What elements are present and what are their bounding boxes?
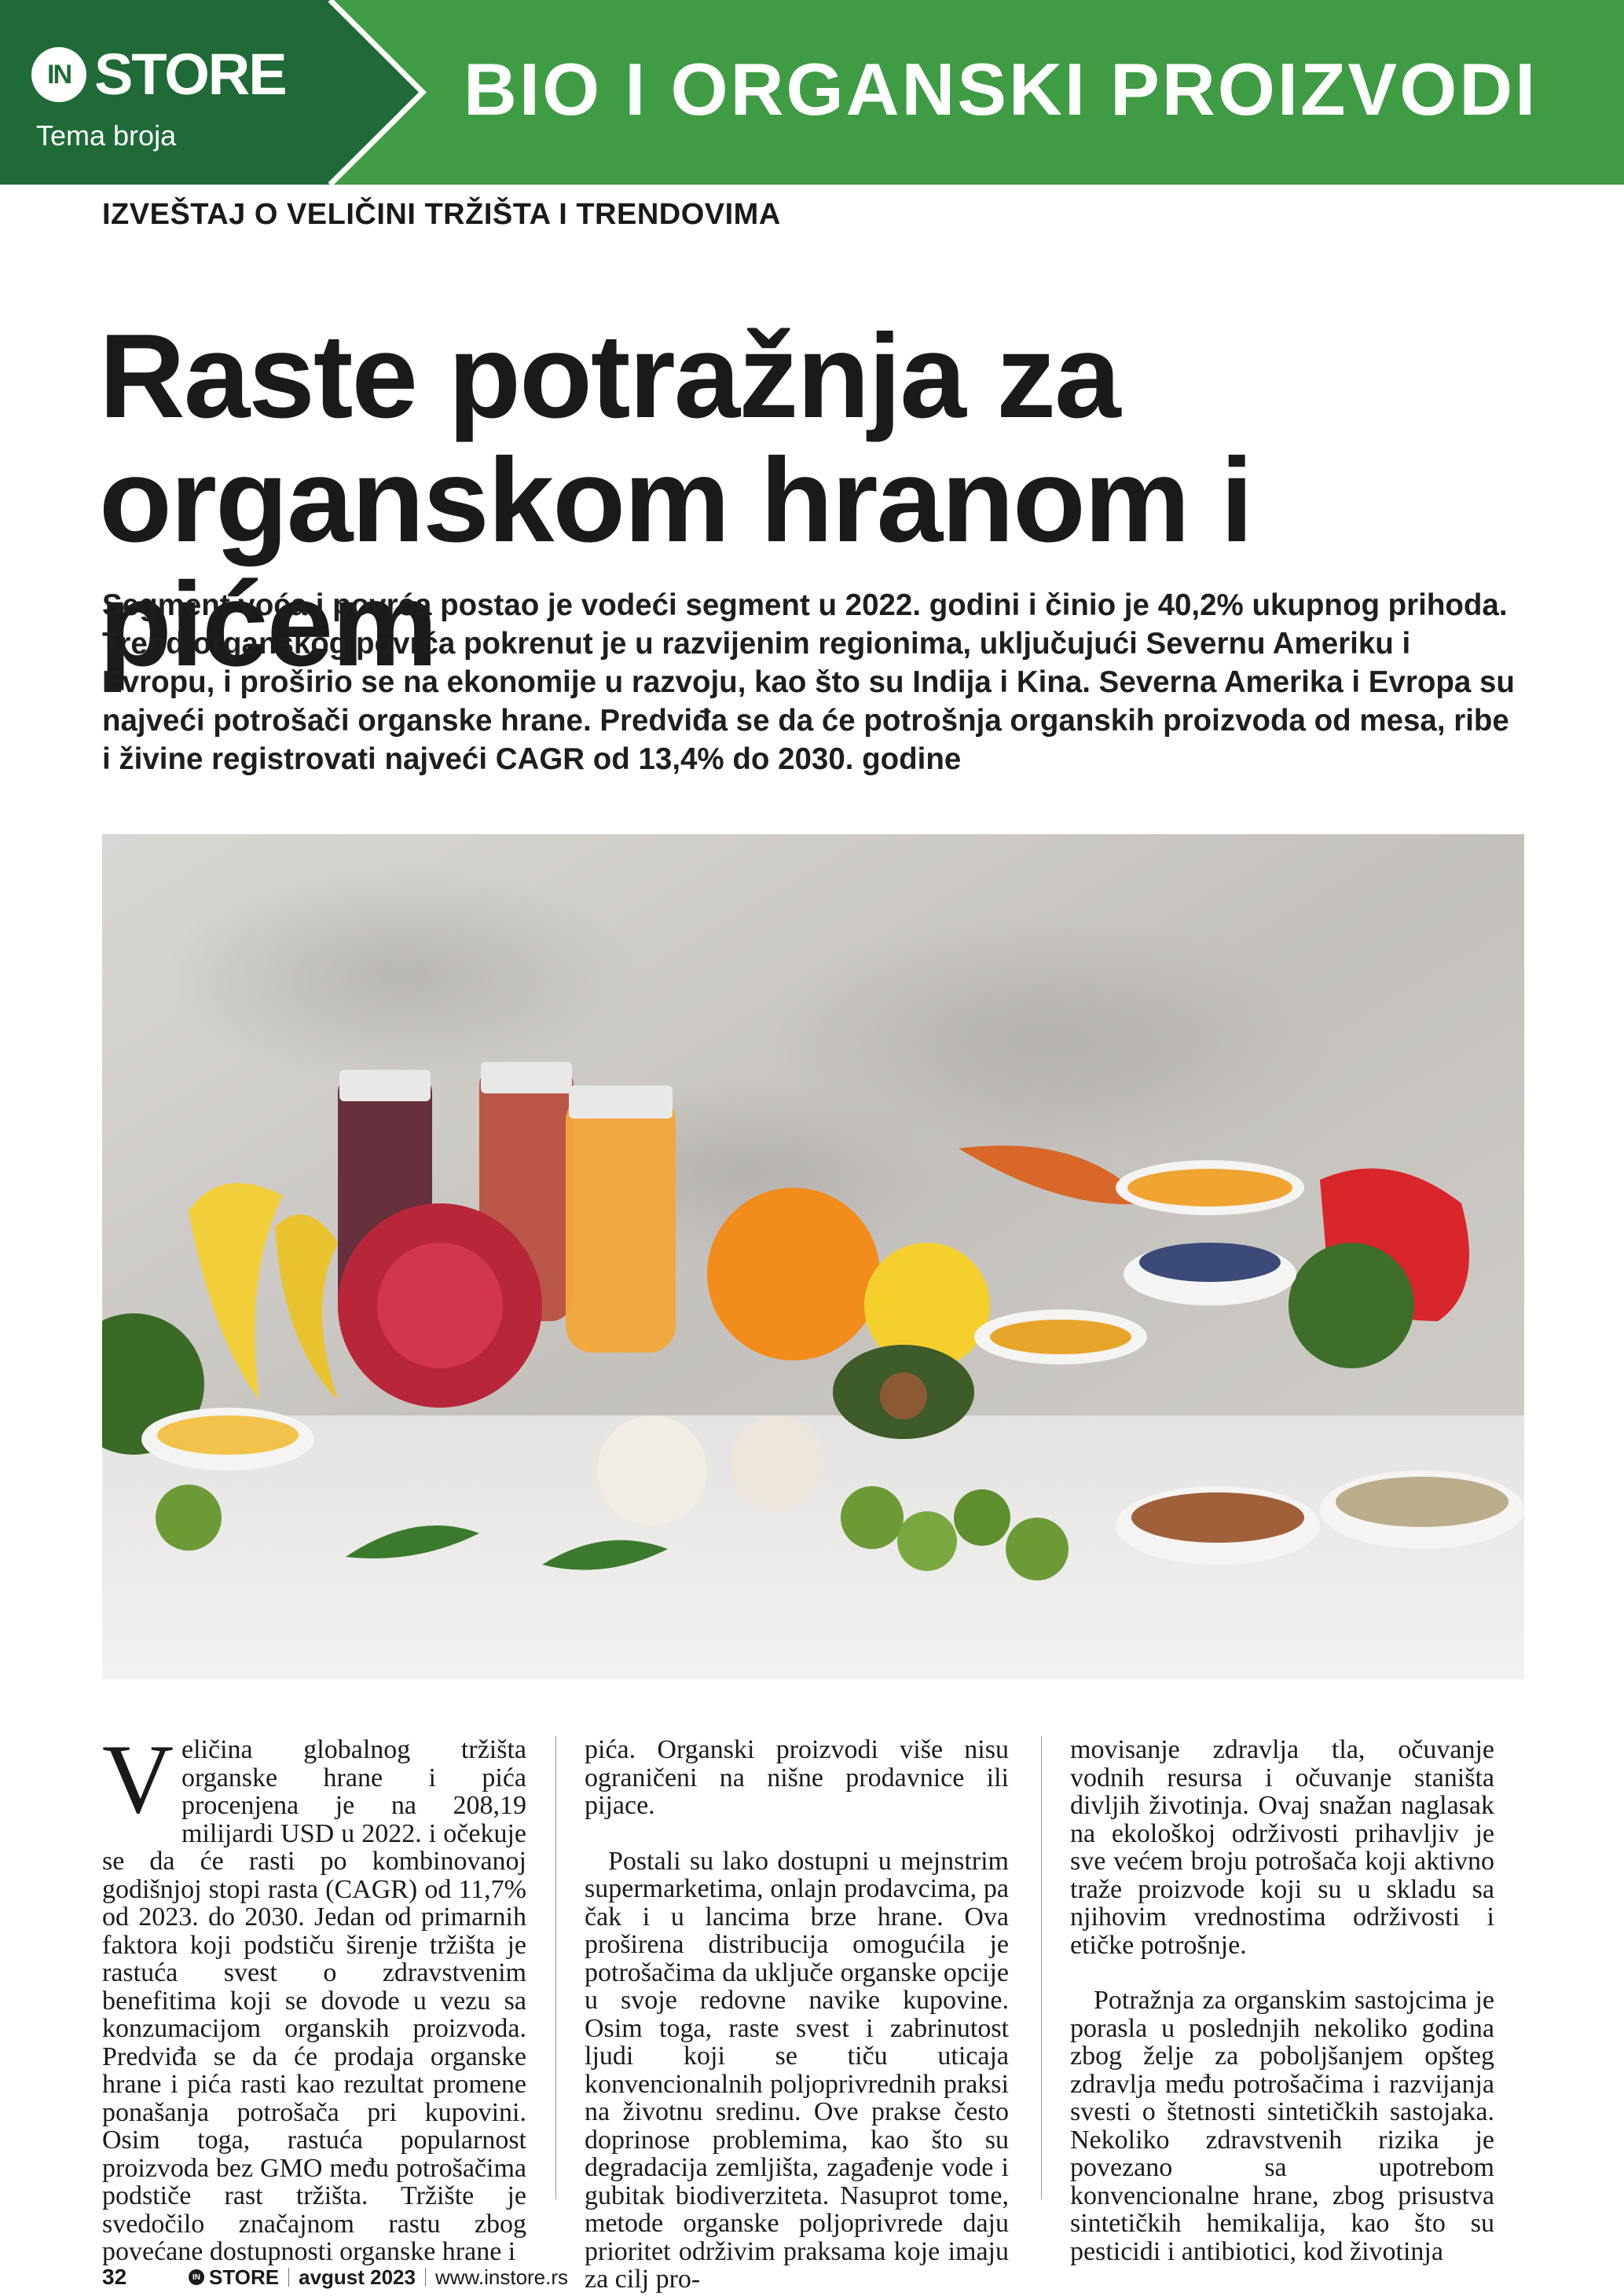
body-paragraph: Postali su lako dostupni u mejnstrim supermarketima, onlajn prodavcima, pa čak i u lancima brze hrane. Ova proširena distribucija omogućila je potrošačima da uključe organske opcije u svoje redovne navike kupovine. Osim toga, raste svest i zabrinutost ljudi koji se tiču uticaja konvencionalnih poljoprivrednih praksi na životnu sredinu. Ove prakse često doprinose problemima, kao što su degradacija zemljišta, zagađenje vode i gubitak biodiverziteta. Nasuprot tome, metode organske poljoprivrede daju prioritet održivim praksama koje imaju za cilj pro- bbox=[585, 1846, 1009, 2294]
instore-logo[interactable] bbox=[31, 42, 286, 107]
website-link[interactable]: www.instore.rs bbox=[434, 2265, 569, 2289]
body-column-2 bbox=[585, 1736, 1009, 2294]
body-paragraph: pića. Organski proizvodi više nisu ograničeni na nišne prodavnice ili pijace. bbox=[585, 1735, 1009, 1820]
page-footer bbox=[102, 2265, 568, 2289]
logo-store-wordmark: STORE bbox=[94, 42, 286, 107]
column-divider bbox=[555, 1736, 556, 2199]
section-label: Tema broja bbox=[36, 119, 177, 152]
chevron-divider bbox=[322, 0, 440, 185]
footer-separator bbox=[425, 2268, 426, 2287]
drop-cap: V bbox=[102, 1725, 174, 1834]
logo-in-mark: IN bbox=[31, 47, 86, 102]
article-lead: Segment voća i povrća postao je vodeći segment u 2022. godini i činio je 40,2% ukupnog prihoda. Trend organskog povrća pokrenut je u razvijenim regionima, uključujući Severnu Ameriku i Evropu, i proširio se na ekonomije u razvoju, kao što su Indija i Kina. Severna Amerika i Evropa su najveći potrošači organske hrane. Predviđa se da će potrošnja organskih proizvoda od mesa, ribe i živine registrovati najveći CAGR od 13,4% do 2030. godine bbox=[102, 588, 1515, 776]
body-paragraph: Veličina globalnog tržišta organske hrane i pića procenjena je na 208,19 milijardi USD u 2022. i očekuje se da će rasti po kombinovanoj godišnjoj stopi rasta (CAGR) od 11,7% od 2023. do 2030. Jedan od primarnih faktora koji podstiču širenje tržišta je rastuća svest o zdravstvenim benefitima koji se dovode u vezu sa konzumacijom organskih proizvoda. Predviđa se da će prodaja organske hrane i pića rasti kao rezultat promene ponašanja potrošača pri kupovini. Osim toga, rastuća popularnost proizvoda bez GMO među potrošačima podstiče rast tržišta. Tržište je svedočilo značajnom rastu zbog povećane dostupnosti organske hrane i bbox=[102, 1725, 526, 2266]
body-column-3 bbox=[1070, 1736, 1494, 2265]
section-title: BIO I ORGANSKI PROIZVODI bbox=[464, 48, 1538, 130]
footer-logo-in-mark: IN bbox=[189, 2269, 204, 2285]
header-banner bbox=[0, 0, 1624, 185]
footer-logo-store: STORE bbox=[209, 2265, 280, 2289]
headline-line-1: Raste potražnja za bbox=[99, 309, 1120, 443]
headline-line-2: organskom hranom i pićem bbox=[99, 434, 1252, 691]
body-paragraph: movisanje zdravlja tla, očuvanje vodnih resursa i očuvanje staništa divljih životinja. Ovaj snažan naglasak na ekološkoj održivosti prihavljiv je sve većem broju potrošača koji aktivno traže proizvode koji su u skladu sa njihovim vrednostima održivosti i etičke potrošnje. bbox=[1070, 1735, 1494, 1960]
column-divider bbox=[1041, 1736, 1042, 2199]
body-column-1 bbox=[102, 1725, 526, 2266]
article-photo-organic-food bbox=[102, 834, 1524, 1679]
issue-date: avgust 2023 bbox=[299, 2265, 416, 2289]
page-number: 32 bbox=[102, 2265, 127, 2289]
body-paragraph: Potražnja za organskim sastojcima je porasla u poslednjih nekoliko godina zbog želje za poboljšanjem opšteg zdravlja među potrošačima i razvijanja svesti o štetnosti sintetičkih sastojaka. Nekoliko zdravstvenih rizika je povezano sa upotrebom konvencionalne hrane, zbog prisustva sintetičkih hemikalija, kao što su pesticidi i antibiotici, kod životinja bbox=[1070, 1986, 1494, 2266]
footer-separator bbox=[288, 2268, 289, 2287]
article-kicker: IZVEŠTAJ O VELIČINI TRŽIŠTA I TRENDOVIMA bbox=[102, 198, 781, 231]
